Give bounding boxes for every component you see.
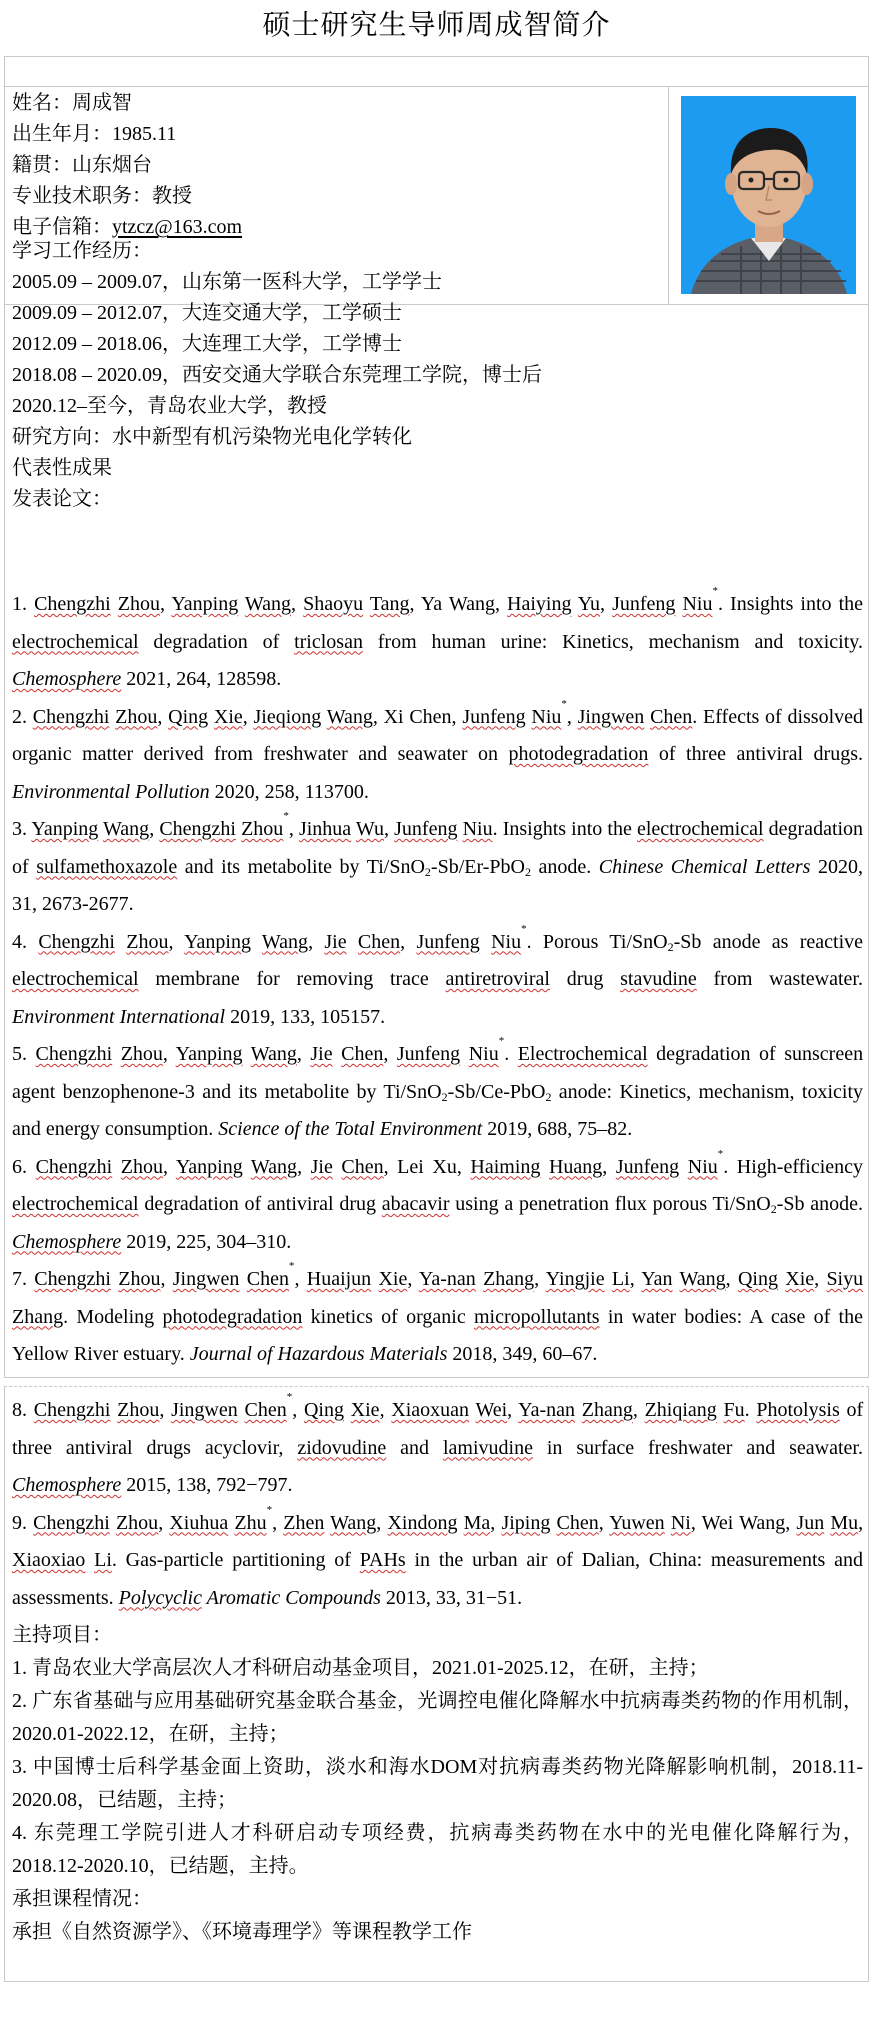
project-item: 1. 青岛农业大学高层次人才科研启动基金项目，2021.01-2025.12，在研，主持； [12,1657,709,1679]
courses-text: 承担《自然资源学》、《环境毒理学》等课程教学工作 [12,1921,472,1943]
position-field: 专业技术职务：教授 [12,185,192,207]
publication-item: 4. Chengzhi Zhou, Yanping Wang, Jie Chen, Junfeng Niu*. Porous Ti/SnO$_2$-Sb anode as reactive electrochemical membrane for removing trace antiretroviral drug stavudine from wastewater. Environment International 2019, 133, 105157. [12,922,864,1028]
origin-field: 籍贯：山东烟台 [12,154,152,176]
birth-field: 出生年月：1985.11 [12,123,177,145]
experience-item: 2012.09 – 2018.06，大连理工大学，工学博士 [12,333,402,355]
publication-item: 8. Chengzhi Zhou, Jingwen Chen*, Qing Xie, Xiaoxuan Wei, Ya-nan Zhang, Zhiqiang Fu. Photolysis of three antiviral drugs acyclovir, zidovudine and lamivudine in surface freshwater and seawater. Chemosphere 2015, 138, 792−797. [12,1391,864,1496]
project-list [12,1652,863,1883]
project-item: 3. 中国博士后科学基金面上资助，淡水和海水DOM对抗病毒类药物光降解影响机制，2018.11-2020.08，已结题，主持； [12,1756,863,1811]
project-item: 4. 东莞理工学院引进人才科研启动专项经费，抗病毒类药物在水中的光电催化降解行为，2018.12-2020.10，已结题，主持。 [12,1822,863,1877]
email-label: 电子信箱： [12,216,112,238]
project-item: 2. 广东省基础与应用基础研究基金联合基金，光调控电催化降解水中抗病毒类药物的作用机制，2020.01-2022.12，在研，主持； [12,1690,863,1745]
email-link[interactable]: ytzcz@163.com [112,216,243,238]
courses-heading: 承担课程情况： [12,1888,152,1910]
achievements-heading: 代表性成果 [12,457,112,479]
experience-item: 2009.09 – 2012.07，大连交通大学，工学硕士 [12,302,402,324]
publication-item: 1. Chengzhi Zhou, Yanping Wang, Shaoyu Tang, Ya Wang, Haiying Yu, Junfeng Niu*. Insights into the electrochemical degradation of triclosan from human urine: Kinetics, mechanism and toxicity. Chemosphere 2021, 264, 128598. [12,585,864,690]
publication-item: 2. Chengzhi Zhou, Qing Xie, Jieqiong Wang, Xi Chen, Junfeng Niu*, Jingwen Chen. Effects of dissolved organic matter derived from freshwater and seawater on photodegradation of three antiviral drugs. Environmental Pollution 2020, 258, 113700. [12,697,864,803]
name-field: 姓名：周成智 [12,92,132,114]
experience-item: 2018.08 – 2020.09，西安交通大学联合东莞理工学院，博士后 [12,364,542,386]
publication-list-continued [12,1392,863,1617]
publication-item: 9. Chengzhi Zhou, Xiuhua Zhu*, Zhen Wang, Xindong Ma, Jiping Chen, Yuwen Ni, Wei Wang, Jun Mu, Xiaoxiao Li. Gas-particle partitioning of PAHs in the urban air of Dalian, China: measurements and assessments. Polycyclic Aromatic Compounds 2013, 33, 31−51. [12,1503,864,1609]
projects-section [12,1619,863,1949]
experience-heading: 学习工作经历： [12,240,152,262]
research-direction: 研究方向：水中新型有机污染物光电化学转化 [12,426,412,448]
publication-item: 3. Yanping Wang, Chengzhi Zhou*, Jinhua Wu, Junfeng Niu. Insights into the electrochemical degradation of sulfamethoxazole and its metabolite by Ti/SnO$_2$-Sb/Er-PbO$_2$ anode. Chinese Chemical Letters 2020, 31, 2673-2677. [12,810,864,915]
papers-heading: 发表论文： [12,488,112,510]
publication-item: 6. Chengzhi Zhou, Yanping Wang, Jie Chen, Lei Xu, Haiming Huang, Junfeng Niu*. High-efficiency electrochemical degradation of antiviral drug abacavir using a penetration flux porous Ti/SnO$_2$-Sb anode. Chemosphere 2019, 225, 304–310. [12,1147,864,1253]
experience-item: 2005.09 – 2009.07，山东第一医科大学，工学学士 [12,271,442,293]
table-border-top [4,86,869,87]
experience-section [12,236,863,515]
publication-item: 5. Chengzhi Zhou, Yanping Wang, Jie Chen, Junfeng Niu*. Electrochemical degradation of sunscreen agent benzophenone-3 and its metabolite by Ti/SnO$_2$-Sb/Ce-PbO$_2$ anode: Kinetics, mechanism, toxicity and energy consumption. Science of the Total Environment 2019, 688, 75–82. [12,1035,864,1140]
publication-list [12,586,863,1374]
publication-item: 7. Chengzhi Zhou, Jingwen Chen*, Huaijun Xie, Ya-nan Zhang, Yingjie Li, Yan Wang, Qing Xie, Siyu Zhang. Modeling photodegradation kinetics of organic micropollutants in water bodies: A case of the Yellow River estuary. Journal of Hazardous Materials 2018, 349, 60–67. [12,1260,864,1365]
projects-heading: 主持项目： [12,1624,112,1646]
experience-item: 2020.12–至今，青岛农业大学，教授 [12,395,327,417]
page-title: 硕士研究生导师周成智简介 [262,10,611,41]
